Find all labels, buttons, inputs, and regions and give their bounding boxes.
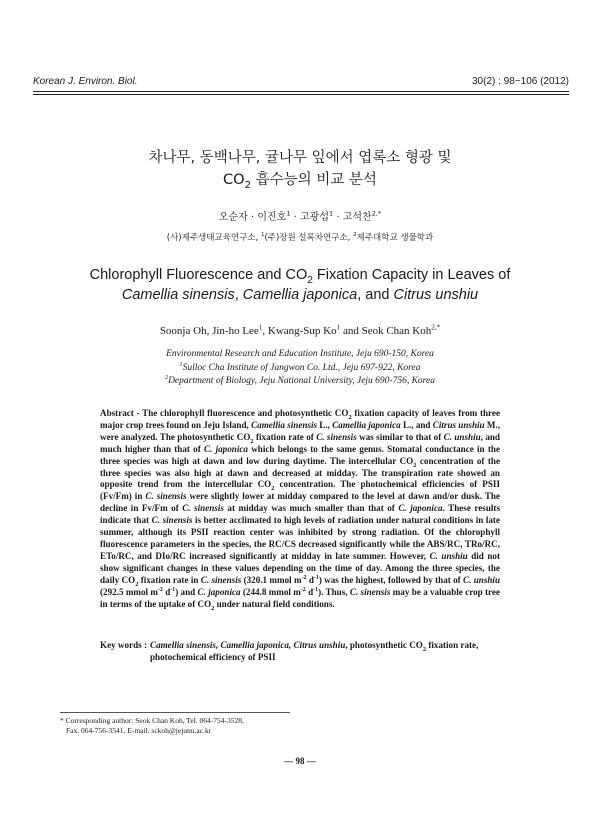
en-author-3: and Seok Chan Koh	[340, 325, 432, 337]
abs-species: C. unshiu	[443, 431, 481, 442]
abs-sub: 2	[348, 413, 352, 421]
abs-sub: 2	[271, 485, 275, 493]
abs-text: ) was the highest, followed by that of	[318, 574, 464, 585]
abs-text: (292.5 mmol m	[100, 586, 158, 597]
ko-author-2-sup: 1	[329, 209, 334, 218]
abs-species: C. sinensis	[349, 586, 391, 597]
kw-species: Camellia sinensis, Camellia japonica, Citrus unshiu	[150, 640, 346, 650]
korean-title	[0, 147, 600, 191]
footnote-rule	[60, 712, 290, 713]
korean-title-sub: 2	[244, 179, 252, 191]
keywords-label: Key words :	[100, 640, 147, 650]
abs-species: C. unshiu	[463, 574, 501, 585]
english-title-line1	[0, 265, 600, 285]
abs-text: concentration. The photochemical efficiencies of PSII (Fv/Fm) in	[100, 479, 500, 502]
abs-text: d	[162, 586, 171, 597]
ko-author-3-sup: 2,*	[371, 209, 382, 218]
affiliation-3-text: Department of Biology, Jeju National University, Jeju 690-756, Korea	[168, 376, 435, 386]
page-number: — 98 —	[284, 756, 316, 766]
en-title-pre: Chlorophyll Fluorescence and CO	[89, 267, 308, 283]
abs-text: , and much higher than that of	[100, 431, 500, 454]
abs-species: Camellia sinensis	[251, 419, 318, 430]
korean-affiliations	[0, 231, 600, 243]
abs-species: C. sinensis	[151, 515, 193, 526]
en-author-2: , Kwang-Sup Ko	[262, 325, 337, 337]
journal-name: Korean J. Environ. Biol.	[33, 76, 138, 87]
abs-text: L.,	[317, 419, 333, 430]
keywords-text	[150, 640, 500, 664]
korean-authors	[0, 208, 600, 223]
en-title-sep-1: ,	[234, 287, 243, 303]
header-rule-thin	[33, 94, 569, 95]
abs-text: M., were analyzed. The photosynthetic CO	[100, 419, 501, 442]
kw-text: fixation rate, photochemical efficiency of PSII	[150, 640, 479, 662]
english-affiliations	[0, 348, 600, 389]
english-title	[0, 265, 600, 305]
affiliation-3	[0, 375, 600, 389]
footnote-line2: Fax. 064-756-3541, E-mail. sckoh@jejunu.ac.kr	[66, 726, 212, 735]
abs-text: did not show significant changes in these values depending on the time of day. Among the three species, the daily CO	[100, 550, 500, 585]
en-title-species-3: Citrus unshiu	[393, 287, 479, 303]
affiliation-2-text: Sulloc Cha Institute of Jangwon Co. Ltd., Jeju 697-922, Korea	[182, 362, 421, 373]
abs-sub: 2	[211, 604, 215, 612]
ko-affil-2: (주)장원 설록차연구소,	[264, 233, 354, 243]
english-authors	[0, 325, 600, 337]
affiliation-2	[0, 362, 600, 376]
abs-species: Camellia japonica	[332, 419, 401, 430]
abs-text: is better acclimated to high levels of radiation under natural conditions in late summer, although its PSII reaction center was inhibited by strong radiation. Of the chlorophyll fluorescence parameters in the species, the RC/CS decreased significantly while the ABS/RC, TRo/RC, ETo/RC, and DIo/RC increased significantly at midday in late summer. However,	[100, 515, 500, 561]
korean-title-co: CO	[223, 172, 245, 188]
keywords	[100, 640, 500, 664]
abs-text: ). Thus,	[318, 586, 350, 597]
abs-sup: -2	[157, 586, 163, 593]
header-rule	[33, 91, 569, 92]
abs-text: L., and	[400, 419, 433, 430]
abs-text: was similar to that of	[356, 431, 444, 442]
abs-species: Citrus unshiu	[432, 419, 485, 430]
ko-author-3: · 고석찬	[333, 212, 372, 223]
ko-author-1: 오순자 · 이진호	[218, 212, 287, 223]
affiliation-1: Environmental Research and Education Institute, Jeju 690-150, Korea	[166, 349, 434, 359]
running-header	[33, 76, 569, 92]
abs-species: C. unshiu	[429, 550, 468, 561]
ko-affil-3: 제주대학교 생물학과	[356, 233, 434, 243]
abs-species: C. sinensis	[182, 503, 224, 514]
en-title-post: Fixation Capacity in Leaves of	[312, 267, 511, 283]
abs-species: C. sinensis	[316, 431, 357, 442]
en-author-3-sup: 2,*	[431, 323, 441, 332]
korean-title-line1: 차나무, 동백나무, 귤나무 잎에서 엽록소 형광 및	[148, 150, 452, 166]
abs-text: were slightly lower at midday compared to the level at dawn and/or dusk. The decline in Fv/Fm of	[100, 491, 501, 514]
abs-text: fixation capacity of leaves from three major crop trees found on Jeju Island,	[100, 408, 500, 430]
en-title-species-1: Camellia sinensis	[121, 287, 235, 303]
abs-text: fixation rate of	[253, 431, 317, 442]
abs-sub: 2	[135, 580, 139, 588]
abs-text: which belongs to the same genus. Stomatal conductance in the three species was high at dawn and low during daytime. The intercellular CO	[100, 443, 500, 466]
abs-sup: -2	[301, 574, 307, 581]
abstract	[100, 408, 500, 610]
ko-affil-1: (사)제주생태교육연구소,	[166, 233, 261, 243]
kw-text: , photosynthetic CO	[345, 640, 423, 650]
abs-text: fixation rate in	[138, 574, 201, 585]
en-author-2-sup: 1	[336, 323, 341, 332]
korean-title-rest: 흡수능의 비교 분석	[251, 172, 377, 188]
abs-sup: -2	[300, 586, 306, 593]
abs-text: (320.1 mmol m	[241, 574, 302, 585]
footnote-line1: * Corresponding author: Seok Chan Koh, Tel. 064-754-3528,	[60, 716, 244, 725]
abs-sup: -1	[170, 586, 176, 593]
abs-species: C. sinensis	[145, 491, 187, 502]
ko-affil-1-sup: 1	[260, 232, 265, 239]
footnote	[60, 716, 540, 736]
abs-sup: -1	[313, 586, 319, 593]
en-title-sep-2: , and	[357, 287, 394, 303]
affiliation-2-sup: 1	[179, 361, 183, 368]
ko-affil-2-sup: 2	[353, 232, 357, 239]
en-title-species-2: Camellia japonica	[242, 287, 358, 303]
abs-text: d	[305, 586, 314, 597]
abs-text: ) and	[175, 586, 198, 597]
abs-sub: 2	[250, 437, 254, 445]
abs-species: C. japonica	[204, 443, 248, 454]
abs-sub: 2	[413, 461, 417, 469]
affiliation-3-sup: 2	[164, 374, 169, 381]
abs-text: (244.8 mmol m	[240, 586, 301, 597]
abs-text: under natural field conditions.	[214, 598, 335, 609]
abs-species: C. sinensis	[200, 574, 242, 585]
abs-species: C. japonica	[398, 503, 443, 514]
abs-text: may be a valuable crop tree in terms of the uptake of CO	[100, 586, 500, 609]
abs-text: . These results indicate that	[100, 503, 500, 526]
abs-text: Abstract - The chlorophyll fluorescence and photosynthetic CO	[100, 408, 349, 418]
english-title-line2	[0, 285, 600, 305]
en-author-1: Soonja Oh, Jin-ho Lee	[159, 325, 259, 337]
abs-species: C. japonica	[197, 586, 241, 597]
en-author-1-sup: 1	[258, 323, 263, 332]
abs-text: at midday was much smaller than that of	[223, 503, 399, 514]
kw-sub: 2	[422, 645, 427, 653]
journal-issue: 30(2) : 98~106 (2012)	[471, 76, 569, 87]
ko-author-1-sup: 1	[286, 209, 291, 218]
korean-title-line2	[0, 169, 600, 191]
ko-author-2: · 고광섭	[290, 212, 330, 223]
abs-sup: -1	[313, 574, 319, 581]
abs-text: d	[306, 574, 314, 585]
en-title-sub: 2	[307, 274, 313, 286]
abs-text: concentration of the three species was also high at dawn and decreased at midday. The transpiration rate showed an opposite trend from the intercellular CO	[100, 455, 501, 490]
